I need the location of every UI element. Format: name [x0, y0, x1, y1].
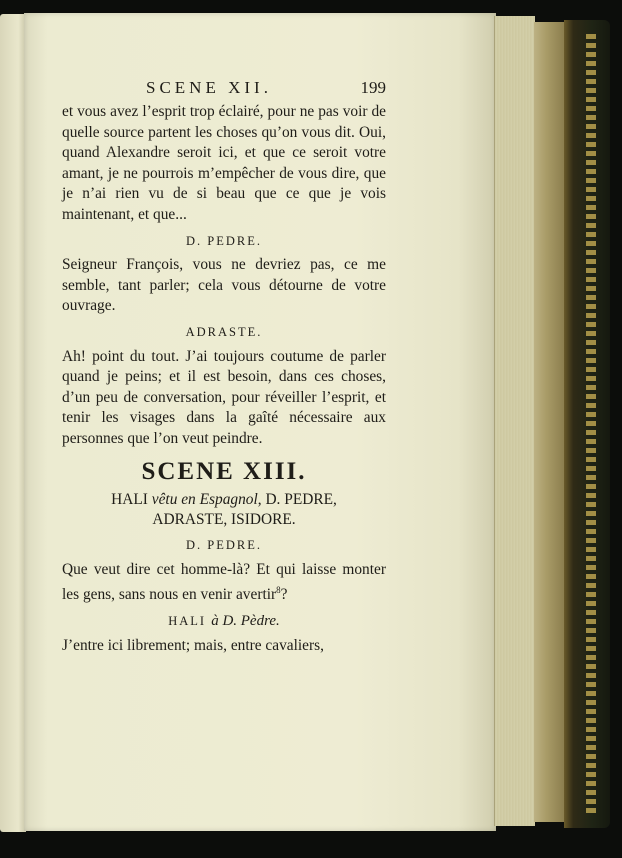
cast-line	[62, 490, 386, 510]
paragraph: J’entre ici librement; mais, entre cavaliers,	[62, 636, 324, 654]
page-number: 199	[360, 78, 386, 97]
paragraph-text: ?	[280, 586, 288, 604]
footnote-mark: 8	[276, 585, 281, 596]
speaker-heading: D. PEDRE.	[186, 233, 262, 248]
paragraph: Seigneur François, vous ne devriez pas, ce me semble, tant parler; cela vous détourne de votre ouvrage.	[62, 256, 386, 315]
cast-name: , D. PEDRE,	[257, 491, 337, 509]
cast-line: ADRASTE, ISIDORE.	[152, 511, 296, 529]
speaker-heading	[62, 611, 386, 632]
page-text	[62, 78, 386, 656]
running-header	[146, 78, 386, 102]
paragraph-text: Que veut dire cet homme-là? Et qui laisse monter les gens, sans nous en venir avertir	[62, 560, 386, 604]
paragraph: Ah! point du tout. J’ai toujours coutume de parler quand je peins; et il est besoin, dans ces choses, d’un peu de conversation, pour réveiller l’esprit, et tenir les visages dans la gaîté nécessaire aux personnes que l’on veut peindre.	[62, 347, 386, 447]
page-block-edges	[494, 16, 535, 826]
paragraph: et vous avez l’esprit trop éclairé, pour ne pas voir de quelle source partent les choses qu’on vous dit. Oui, quand Alexandre seroit ici, et que ce seroit votre amant, je ne pourrois m’empêcher de vous dire, que je n’ai rien vu de si beau que ce que je vois maintenant, et que...	[62, 103, 386, 223]
speaker-heading: ADRASTE.	[185, 324, 263, 339]
cast-name: HALI	[111, 491, 148, 509]
stage-direction: vêtu en Espagnol	[151, 491, 258, 509]
running-title: SCENE XII.	[146, 78, 272, 97]
gilt-spine-decoration	[586, 34, 596, 814]
scene-title: SCENE XIII.	[141, 457, 307, 485]
paragraph	[62, 560, 386, 606]
stage-direction: à D. Pèdre.	[211, 613, 280, 629]
speaker-heading: D. PEDRE.	[186, 538, 262, 553]
page-block-shadow	[534, 22, 564, 822]
cast-list	[62, 490, 386, 530]
speaker-name: HALI	[168, 614, 207, 628]
left-page-edge	[0, 14, 26, 832]
